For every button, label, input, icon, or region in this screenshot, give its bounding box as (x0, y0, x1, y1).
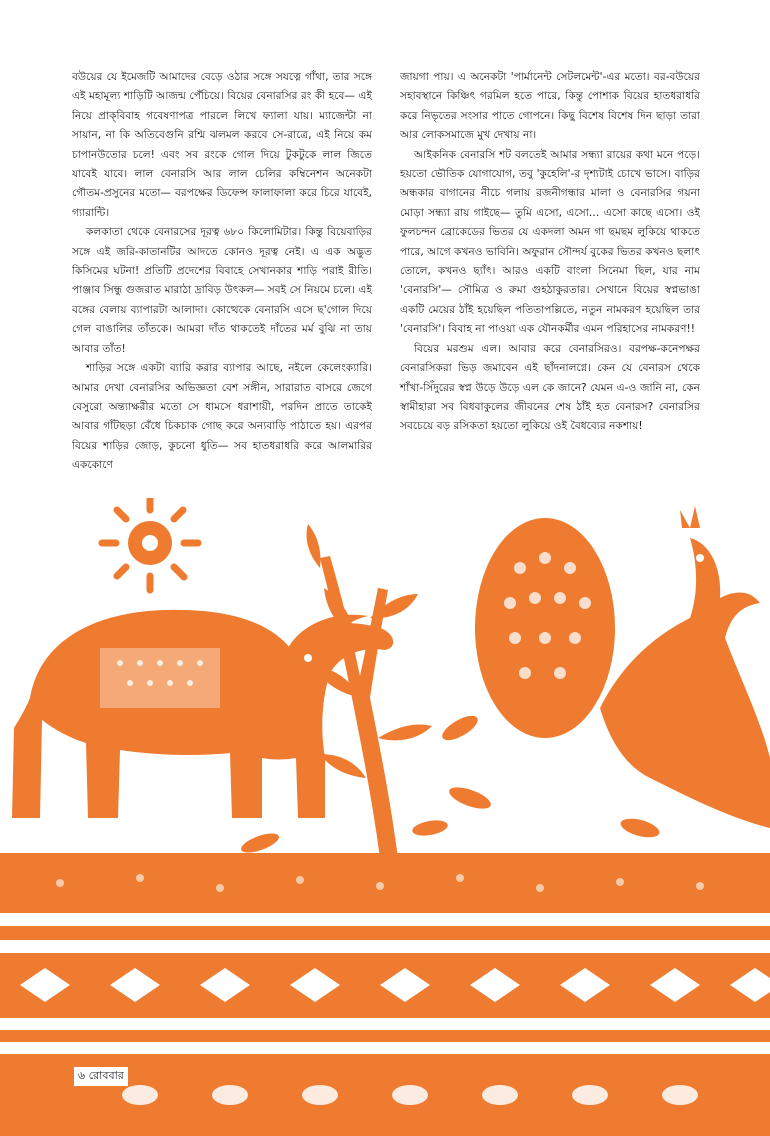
article-left-column (72, 68, 372, 476)
article-paragraph: বিয়ের মরশুম এল। আবার করে বেনারসিরও। বরপক্ষ-কনেপক্ষর বেনারসিকরা ভিড় জমাবেন এই ছাঁদনালগ্নে। কেন যে বেনারস থেকে শাঁখা-সিঁদুরের স্বপ্ন উড়ে উড়ে এল কে জানে? যেমন এ-ও জানি না, কেন স্বামীহারা সব বিধবাকুলের জীবনের শেষ ঠাঁই হত বেনারস? বেনারসির সবচেয়ে বড় রসিকতা হয়তো লুকিয়ে ওই বৈধব্যের নকশায়! (400, 342, 700, 433)
border-stripe (0, 926, 770, 940)
page-folio: ৬ রোববার (74, 1067, 128, 1086)
border-stripe (0, 1030, 770, 1042)
sun-flower-icon (102, 498, 198, 590)
elephant-motif (12, 610, 393, 818)
peacock-motif (475, 506, 770, 828)
article-paragraph: বউয়ের যে ইমেজটি আমাদের বেড়ে ওঠার সঙ্গে সযত্নে গাঁথা, তার সঙ্গে এই মহামূল্য শাড়িটি আজন্ম পেঁচিয়ে। বিয়ের বেনারসির রং কী হবে— এই নিয়ে প্রাক্‌বিবাহ গবেষণাপত্র পারলে লিখে ফ্যালা যায়। ম্যাজেন্টা না সায়ান, না কি অতিবেগুনি রশ্মি ঝলমল করবে সে-রাত্রে, এই নিয়ে কম চাপানউতোর চলে! এবং সব রংকে গোল দিয়ে টুকটুকে লাল জিতে যাবেই যাবে। লাল বেনারসি আর লাল চেলির কম্বিনেশন অনেকটা গৌতম-প্রসুনের মতো— বরপক্ষের ডিফেন্স ফালাফালা করে চিরে যাবেই, গ্যারান্টি। (72, 71, 372, 219)
article-paragraph: শাড়ির সঙ্গে একটা ব্যারি করার ব্যাপার আছে, নইলে কেলেংক্যারি। আমার দেখা বেনারসির অভিজ্ঞতা বেশ সঙ্গীন, সারারাত বাসরে জেগে বেসুরো অন্ত্যাক্ষরীর মতো সে ধামসে ধরাশায়ী, পরদিন প্রাতে তাকেই আবার গাঁটছড়া বেঁধে চিকচাক গোছ করে অন্যবাড়ি পাঠাতে হয়। এরপর বিয়ের শাড়ির জোড়, কুচনো ধুতি— সব হাতধরাধরি করে আলমারির এককোণে (72, 362, 372, 472)
article-paragraph: কলকাতা থেকে বেনারসের দূরত্ব ৬৮০ কিলোমিটার। কিন্তু বিয়েবাড়ির সঙ্গে এই জরি-কাতানটির আদতে কোনও দূরত্ব নেই। এ এক অদ্ভুত কিসিমের ঘটনা! প্রতিটি প্রদেশের বিবাহে সেখানকার শাড়ি পরাই রীতি। পাঞ্জাব সিন্ধু গুজরাত মারাঠা দ্রাবিড় উৎকল— সবই সে নিয়মে চলে। এই বঙ্গের বেলায় ব্যাপারটা আলাদা। কোত্থেকে বেনারসি এসে ছ'গোল দিয়ে গেল বাঙালির তাঁতকে। আমরা দাঁত থাকতেই দাঁতের মর্ম বুঝি না তায় আবার তাঁত! (72, 226, 372, 355)
article-paragraph: জায়গা পায়। এ অনেকটা 'পার্মানেন্ট সেটলমেন্ট'-এর মতো। বর-বউয়ের সহাবস্থানে কিঞ্চিৎ গরমিল হতে পারে, কিন্তু পোশাক বিয়ের হাতধরাধরি করে নিভৃতের সংসার পাতে গোপনে। কিছু বিশেষ বিশেষ দিন ছাড়া তারা আর লোকসমাজে মুখ দেখায় না। (400, 71, 700, 142)
article-paragraph: আইকনিক বেনারসি শট বলতেই আমার সন্ধ্যা রায়ের কথা মনে পড়ে। হয়তো ভৌতিক যোগাযোগ, তবু 'কুহেলি'-র দৃশ্যটাই চোখে ভাসে। বাড়ির অন্ধকার বাগানের নীচে গলায় রজনীগন্ধার মালা ও বেনারসির গয়না মোড়া সন্ধ্যা রায় গাইছে— তুমি এসো, এসো… এসো কাছে এসো। ওই ফুলচন্দন ব্রোকেডের ভিতর যে একদলা অমন গা ছমছম লুকিয়ে থাকতে পারে, আগে কখনও ভাবিনি। অফুরান সৌন্দর্য বুকের ভিতর কখনও ছলাৎ তোলে, কখনও ছ্যাঁৎ। আরও একটি বাংলা সিনেমা ছিল, যার নাম 'বেনারসি'— সৌমিত্র ও রুমা গুহঠাকুরতার। সেখানে বিয়ের স্বপ্নভাঙা একটি মেয়ের ঠাঁই হয়েছিল পতিতাপল্লিতে, নতুন নামকরণ হয়েছিল তার 'বেনারসি'। বিবাহ না পাওয়া এক যৌনকর্মীর এমন পরিহাসের নামকরণ!! (400, 148, 700, 336)
folk-art-illustration (0, 498, 770, 1136)
ground-band (0, 853, 770, 913)
article-right-column (400, 68, 700, 437)
